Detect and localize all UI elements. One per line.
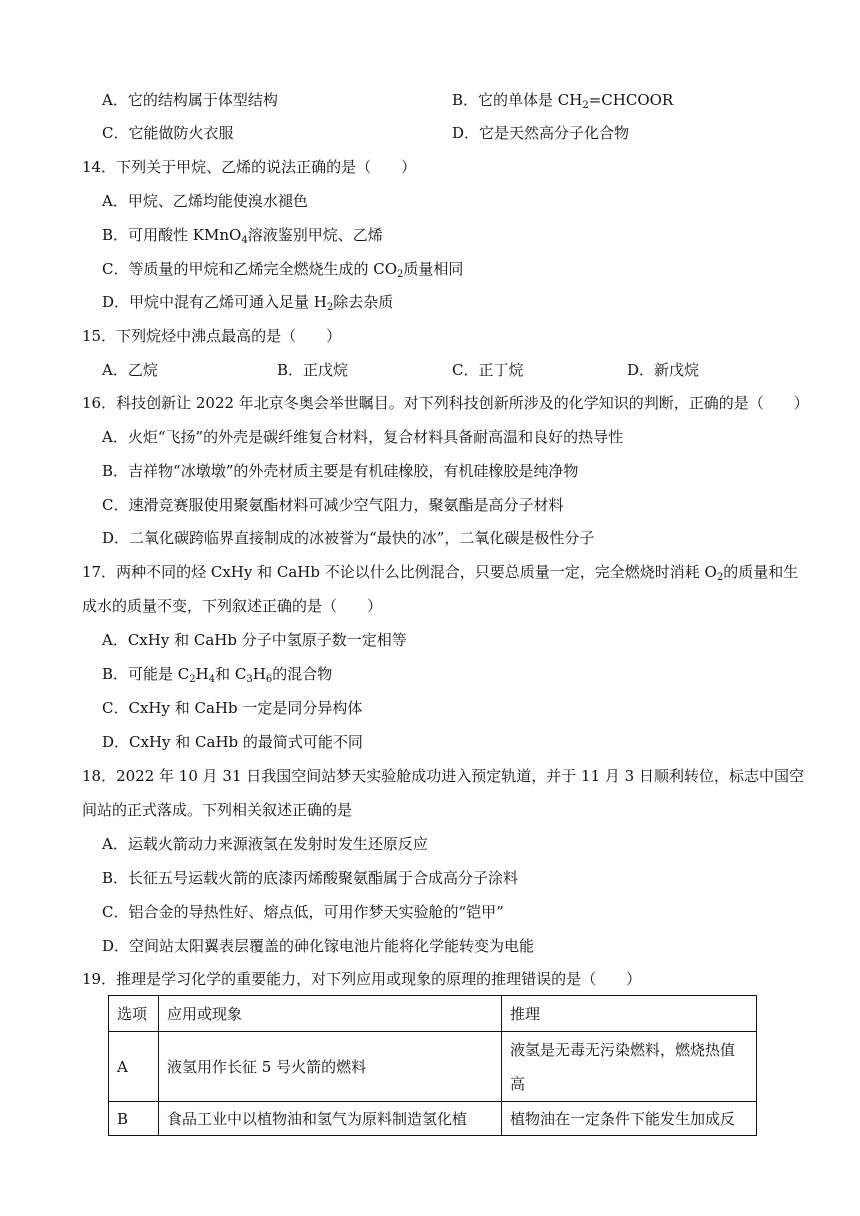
table-cell-reason: 植物油在一定条件下能发生加成反	[502, 1102, 757, 1136]
reason-line: 液氢是无毒无污染燃料，燃烧热值	[510, 1040, 736, 1059]
q13-option-c: C．它能做防火衣服	[102, 124, 234, 142]
q18-option-c: C．铝合金的导热性好、熔点低，可用作梦天实验舱的“铠甲”	[102, 903, 504, 921]
q14-option-b: B．可用酸性 KMnO$_4$溶液鉴别甲烷、乙烯	[102, 226, 383, 246]
q18-stem-line1: 18．2022 年 10 月 31 日我国空间站梦天实验舱成功进入预定轨道，并于 11 月 3 日顺利转位，标志中国空	[82, 767, 804, 785]
reason-line: 高	[510, 1074, 526, 1093]
q18-option-d: D．空间站太阳翼表层覆盖的砷化镓电池片能将化学能转变为电能	[102, 937, 535, 955]
table-row	[109, 1032, 757, 1102]
q15-option-c: C．正丁烷	[452, 361, 524, 379]
q17-option-c: C．CxHy 和 CaHb 一定是同分异构体	[102, 699, 363, 717]
q16-option-d: D．二氧化碳跨临界直接制成的冰被誉为“最快的冰”，二氧化碳是极性分子	[102, 529, 595, 547]
q13-option-d: D．它是天然高分子化合物	[452, 124, 630, 142]
q17-option-b: B．可能是 $C_2H_4$和 $C_3H_6$的混合物	[102, 665, 333, 685]
q18-option-b: B．长征五号运载火箭的底漆丙烯酸聚氨酯属于合成高分子涂料	[102, 869, 519, 887]
q17-stem-line1: 17．两种不同的烃 CxHy 和 CaHb 不论以什么比例混合，只要总质量一定，完全燃烧时消耗 $O_2$的质量和生	[82, 563, 799, 583]
q14-option-c: C．等质量的甲烷和乙烯完全燃烧生成的 $CO_2$质量相同	[102, 260, 464, 280]
table-cell-application: 液氢用作长征 5 号火箭的燃料	[159, 1032, 502, 1102]
q16-stem: 16．科技创新让 2022 年北京冬奥会举世瞩目。对下列科技创新所涉及的化学知识的判断，正确的是（ ）	[82, 394, 809, 412]
table-cell-application: 食品工业中以植物油和氢气为原料制造氢化植	[159, 1102, 502, 1136]
q18-option-a: A．运载火箭动力来源液氢在发射时发生还原反应	[102, 835, 428, 853]
q19-stem: 19．推理是学习化学的重要能力，对下列应用或现象的原理的推理错误的是（ ）	[82, 970, 642, 988]
table-cell-option: A	[109, 1032, 159, 1102]
table-header-cell: 应用或现象	[159, 996, 502, 1032]
table-row	[109, 1102, 757, 1136]
table-cell-option: B	[109, 1102, 159, 1136]
q16-option-a: A．火炬“飞扬”的外壳是碳纤维复合材料，复合材料具备耐高温和良好的热导性	[102, 428, 624, 446]
q13-option-b: B．它的单体是 $CH_2=CHCOOR$	[452, 91, 674, 111]
table-header-cell: 选项	[109, 996, 159, 1032]
q16-option-c: C．速滑竞赛服使用聚氨酯材料可减少空气阻力，聚氨酯是高分子材料	[102, 496, 564, 514]
table-header-row	[109, 996, 757, 1032]
q15-stem: 15．下列烷烃中沸点最高的是（ ）	[82, 327, 342, 345]
q17-option-d: D．CxHy 和 CaHb 的最简式可能不同	[102, 733, 363, 751]
q15-option-a: A．乙烷	[102, 361, 158, 379]
q13-option-a: A．它的结构属于体型结构	[102, 91, 278, 109]
q16-option-b: B．吉祥物“冰墩墩”的外壳材质主要是有机硅橡胶，有机硅橡胶是纯净物	[102, 462, 579, 480]
table-header-cell: 推理	[502, 996, 757, 1032]
q17-stem-line2: 成水的质量不变，下列叙述正确的是（ ）	[82, 597, 383, 615]
q15-option-b: B．正戊烷	[277, 361, 349, 379]
table-cell-reason	[502, 1032, 757, 1102]
q15-option-d: D．新戊烷	[627, 361, 700, 379]
q19-table	[108, 995, 757, 1136]
q14-option-d: D．甲烷中混有乙烯可通入足量 $H_2$除去杂质	[102, 293, 394, 313]
q18-stem-line2: 间站的正式落成。下列相关叙述正确的是	[82, 801, 353, 819]
q17-option-a: A．CxHy 和 CaHb 分子中氢原子数一定相等	[102, 631, 407, 649]
q14-stem: 14．下列关于甲烷、乙烯的说法正确的是（ ）	[82, 158, 417, 176]
q14-option-a: A．甲烷、乙烯均能使溴水褪色	[102, 192, 308, 210]
